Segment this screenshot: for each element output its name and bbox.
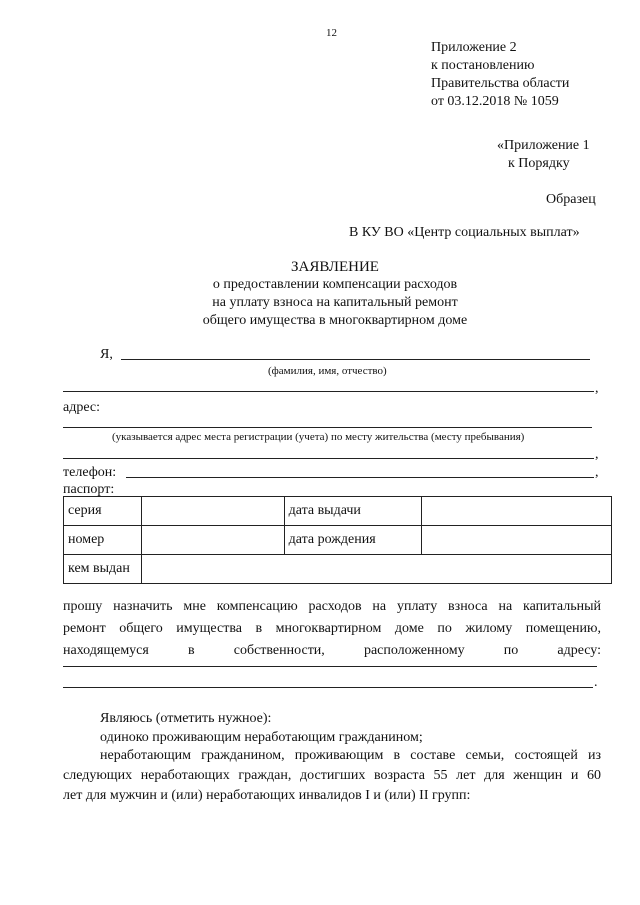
number-input[interactable]	[141, 526, 284, 555]
series-label: серия	[64, 497, 142, 526]
table-row	[64, 555, 612, 584]
issued-by-label: кем выдан	[64, 555, 142, 584]
request-paragraph	[63, 598, 601, 660]
request-line: прошу назначить мне компенсацию расходов на уплату взноса на капитальный	[63, 599, 601, 614]
issued-by-input[interactable]	[141, 555, 611, 584]
property-address-line[interactable]	[63, 687, 593, 688]
address-input-line[interactable]	[63, 427, 592, 428]
status-option-line: неработающим гражданином, проживающим в составе семьи, состоящей из	[100, 748, 601, 763]
address-label: адрес:	[63, 400, 101, 415]
appendix-2-line: Правительства области	[431, 76, 570, 91]
fio-hint: (фамилия, имя, отчество)	[268, 365, 387, 377]
birth-date-label: дата рождения	[284, 526, 422, 555]
address-continuation-line[interactable]	[63, 458, 594, 459]
sample-label: Образец	[546, 192, 596, 207]
table-row	[64, 526, 612, 555]
comma: ,	[595, 381, 599, 396]
page-number: 12	[326, 27, 337, 39]
issue-date-input[interactable]	[422, 497, 612, 526]
status-option-family[interactable]	[63, 747, 601, 805]
fio-continuation-line[interactable]	[63, 391, 594, 392]
request-line: находящемуся в собственности, расположенному по адресу:	[63, 643, 601, 658]
comma: ,	[595, 465, 599, 480]
addressee: В КУ ВО «Центр социальных выплат»	[349, 225, 580, 240]
appendix-1-line: к Порядку	[508, 156, 570, 171]
comma: ,	[595, 447, 599, 462]
birth-date-input[interactable]	[422, 526, 612, 555]
fio-input-line[interactable]	[121, 359, 590, 360]
series-input[interactable]	[141, 497, 284, 526]
property-address-line[interactable]	[63, 666, 597, 667]
title-line: на уплату взноса на капитальный ремонт	[212, 295, 458, 310]
period: .	[594, 675, 598, 690]
appendix-2-line: к постановлению	[431, 58, 535, 73]
status-option-line: следующих неработающих граждан, достигших возраста 55 лет для женщин и 60	[63, 768, 601, 783]
document-title	[150, 258, 520, 330]
passport-label: паспорт:	[63, 482, 115, 497]
title-line: о предоставлении компенсации расходов	[212, 277, 458, 292]
phone-label: телефон:	[63, 465, 117, 480]
phone-input-line[interactable]	[126, 477, 594, 478]
title-heading: ЗАЯВЛЕНИЕ	[291, 259, 379, 275]
status-option-single[interactable]: одиноко проживающим неработающим гражданином;	[100, 730, 423, 745]
appendix-2-line: Приложение 2	[431, 40, 517, 55]
issue-date-label: дата выдачи	[284, 497, 422, 526]
appendix-2-line: от 03.12.2018 № 1059	[431, 94, 559, 109]
status-option-line: лет для мужчин и (или) неработающих инвалидов I и (или) II групп:	[63, 788, 471, 803]
request-line: ремонт общего имущества в многоквартирном доме по жилому помещению,	[63, 621, 601, 636]
status-intro: Являюсь (отметить нужное):	[100, 711, 272, 726]
number-label: номер	[64, 526, 142, 555]
i-label: Я,	[100, 347, 113, 362]
appendix-2-block	[431, 39, 569, 111]
table-row	[64, 497, 612, 526]
passport-table	[63, 496, 612, 584]
title-line: общего имущества в многоквартирном доме	[202, 313, 468, 328]
address-hint: (указывается адрес места регистрации (учета) по месту жительства (месту пребывания)	[112, 431, 525, 443]
appendix-1-line: «Приложение 1	[497, 138, 590, 153]
